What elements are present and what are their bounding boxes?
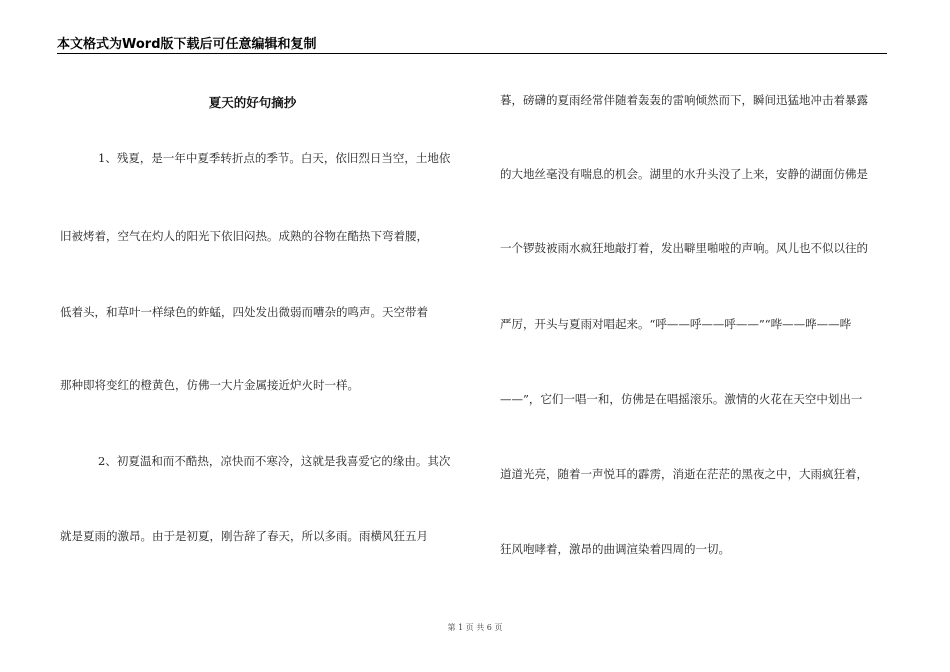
text-line: 狂风咆哮着，激昂的曲调渲染着四周的一切。 (500, 542, 730, 556)
header-rule (57, 53, 887, 54)
page-title: 夏天的好句摘抄 (208, 95, 297, 110)
text-line: 一个锣鼓被雨水疯狂地敲打着，发出噼里啪啦的声响。风儿也不似以往的 (500, 241, 868, 255)
text-line: 那种即将变红的橙黄色，仿佛一大片金属接近炉火时一样。 (60, 378, 359, 392)
text-line: 的大地丝毫没有喘息的机会。湖里的水升头没了上来，安静的湖面仿佛是 (500, 167, 868, 181)
text-line: 道道光亮，随着一声悦耳的霹雳，消逝在茫茫的黑夜之中，大雨疯狂着， (500, 467, 868, 481)
page-number: 第 1 页 共 6 页 (447, 623, 503, 632)
text-line: ——”，它们一唱一和，仿佛是在唱摇滚乐。激情的火花在天空中划出一 (500, 392, 863, 406)
right-column (500, 80, 905, 620)
text-line: 1、残夏，是一年中夏季转折点的季节。白天，依旧烈日当空，土地依 (98, 151, 451, 165)
document-header (57, 30, 887, 52)
text-line: 旧被烤着，空气在灼人的阳光下依旧闷热。成熟的谷物在酷热下弯着腰， (60, 229, 428, 243)
header-text: 本文格式为Word版下载后可任意编辑和复制 (57, 37, 317, 52)
text-line: 低着头，和草叶一样绿色的蚱蜢，四处发出微弱而嘈杂的鸣声。天空带着 (60, 305, 428, 319)
text-line: 2、初夏温和而不酷热，凉快而不寒冷，这就是我喜爱它的缘由。其次 (98, 454, 451, 468)
left-column (60, 80, 465, 620)
text-line: 暮，磅礴的夏雨经常伴随着轰轰的雷响倾然而下，瞬间迅猛地冲击着暴露 (500, 93, 868, 107)
text-line: 就是夏雨的激昂。由于是初夏，刚告辞了春天，所以多雨。雨横风狂五月 (60, 529, 428, 543)
text-line: 严厉，开头与夏雨对唱起来。“呼——呼——呼——”“哗——哗——哗 (500, 317, 852, 331)
